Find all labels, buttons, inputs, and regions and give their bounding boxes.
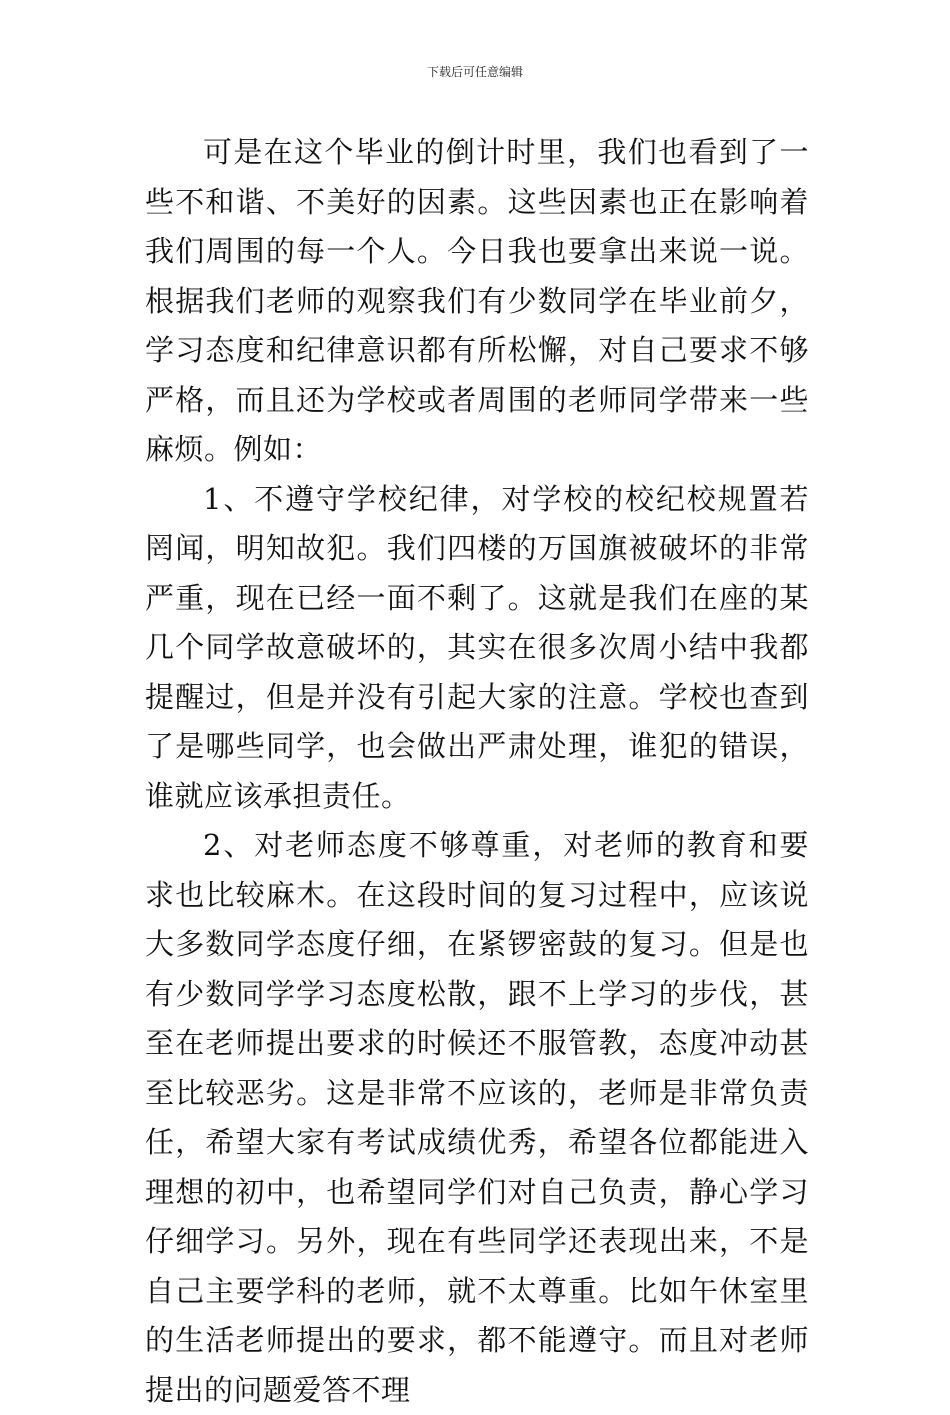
paragraph-point-2: 2、对老师态度不够尊重，对老师的教育和要求也比较麻木。在这段时间的复习过程中，应该说大多数同学态度仔细，在紧锣密鼓的复习。但是也有少数同学学习态度松散，跟不上学习的步伐，甚至在老师提出要求的时候还不服管教，态度冲动甚至比较恶劣。这是非常不应该的，老师是非常负责任，希望大家有考试成绩优秀，希望各位都能进入理想的初中，也希望同学们对自己负责，静心学习仔细学习。另外，现在有些同学还表现出来，不是自己主要学科的老师，就不太尊重。比如午休室里的生活老师提出的要求，都不能遵守。而且对老师提出的问题爱答不理: [145, 828, 809, 1407]
document-body: [145, 128, 809, 1415]
page-header: 下载后可任意编辑: [426, 65, 523, 79]
paragraph-point-1: 1、不遵守学校纪律，对学校的校纪校规置若罔闻，明知故犯。我们四楼的万国旗被破坏的非常严重，现在已经一面不剩了。这就是我们在座的某几个同学故意破坏的，其实在很多次周小结中我都提醒过，但是并没有引起大家的注意。学校也查到了是哪些同学，也会做出严肃处理，谁犯的错误，谁就应该承担责任。: [145, 481, 809, 813]
paragraph-intro: 可是在这个毕业的倒计时里，我们也看到了一些不和谐、不美好的因素。这些因素也正在影响着我们周围的每一个人。今日我也要拿出来说一说。根据我们老师的观察我们有少数同学在毕业前夕，学习态度和纪律意识都有所松懈，对自己要求不够严格，而且还为学校或者周围的老师同学带来一些麻烦。例如：: [145, 135, 809, 466]
